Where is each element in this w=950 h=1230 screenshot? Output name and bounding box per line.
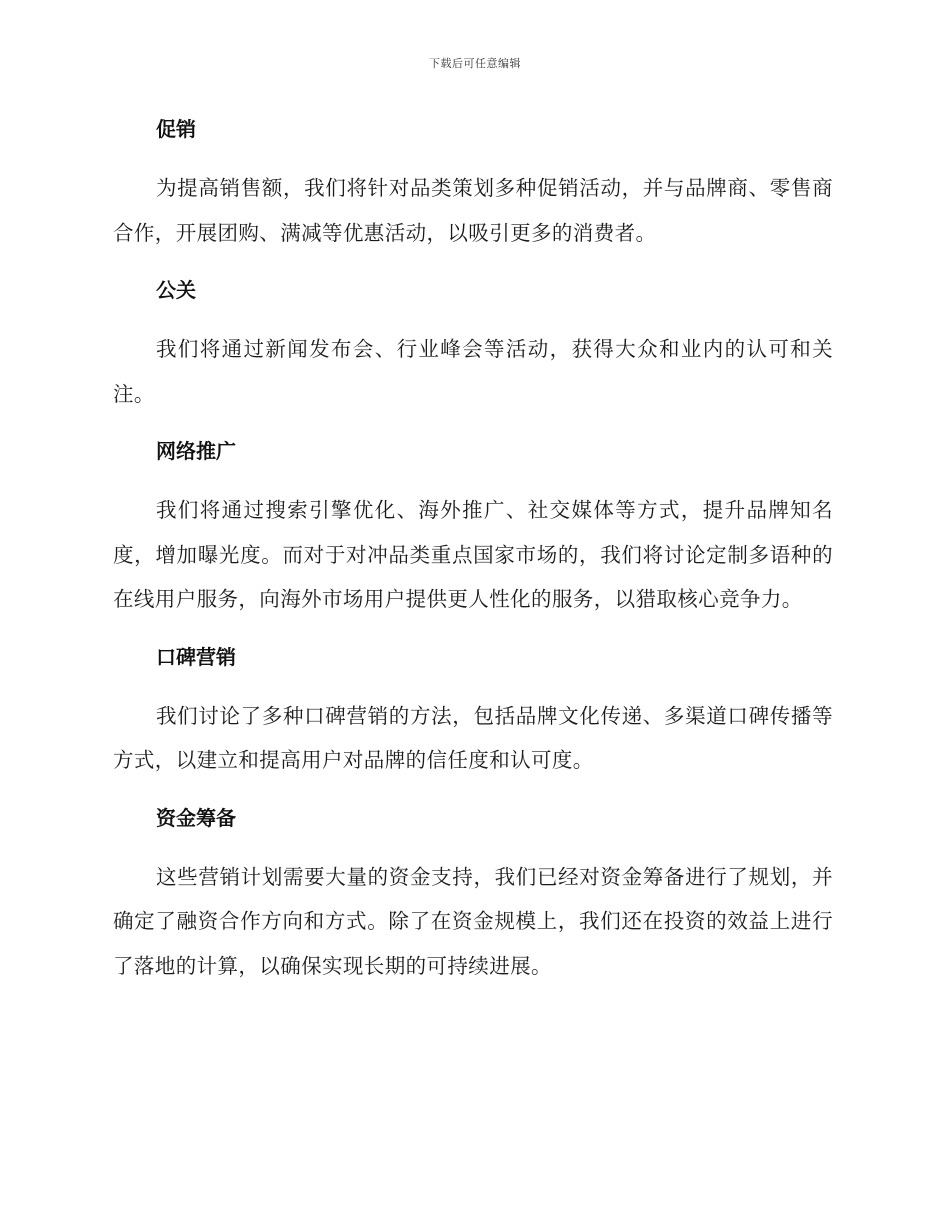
- section-heading: 口碑营销: [156, 644, 236, 669]
- section-heading: 资金筹备: [156, 805, 236, 830]
- section-online-promotion: [113, 430, 833, 622]
- section-promotion: [113, 108, 833, 255]
- page-header-note: 下载后可任意编辑: [429, 57, 521, 70]
- section-paragraph: 为提高销售额，我们将针对品类策划多种促销活动，并与品牌商、零售商合作，开展团购、满减等优惠活动，以吸引更多的消费者。: [113, 176, 833, 245]
- section-paragraph: 我们将通过搜索引擎优化、海外推广、社交媒体等方式，提升品牌知名度，增加曝光度。而对于对冲品类重点国家市场的，我们将讨论定制多语种的在线用户服务，向海外市场用户提供更人性化的服务，以猎取核心竞争力。: [113, 498, 833, 611]
- section-public-relations: [113, 269, 833, 416]
- document-content: [113, 108, 833, 1002]
- section-heading: 网络推广: [156, 439, 236, 463]
- section-funding: [113, 797, 833, 989]
- section-word-of-mouth: [113, 636, 833, 783]
- section-paragraph: 我们将通过新闻发布会、行业峰会等活动，获得大众和业内的认可和关注。: [113, 337, 833, 406]
- section-paragraph: 这些营销计划需要大量的资金支持，我们已经对资金筹备进行了规划，并确定了融资合作方向和方式。除了在资金规模上，我们还在投资的效益上进行了落地的计算，以确保实现长期的可持续进展。: [113, 864, 833, 978]
- section-heading: 公关: [156, 278, 196, 302]
- section-heading: 促销: [156, 117, 196, 141]
- section-paragraph: 我们讨论了多种口碑营销的方法，包括品牌文化传递、多渠道口碑传播等方式，以建立和提高用户对品牌的信任度和认可度。: [113, 703, 833, 772]
